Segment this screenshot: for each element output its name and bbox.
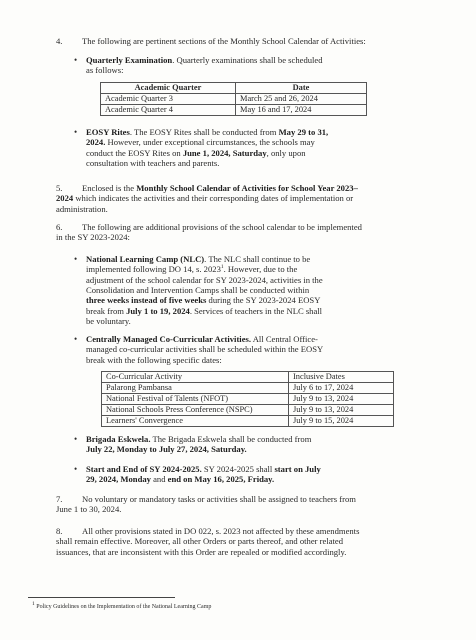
- table-row: National Schools Press Conference (NSPC) July 9 to 13, 2024: [102, 405, 394, 416]
- footnote: $^1$ Policy Guidelines on the Implementation of the National Learning Camp: [32, 601, 212, 610]
- table-header-row: Co-Curricular Activity Inclusive Dates: [102, 372, 394, 383]
- bullet-icon: •: [74, 434, 78, 444]
- bullet-start-end-sy: • Start and End of SY 2024-2025. SY 2024-2025 shall start on July 29, 2024, Monday and end on May 16, 2025, Friday.: [74, 464, 321, 485]
- paragraph-number: 4.: [56, 36, 63, 46]
- bullet-national-learning-camp: • National Learning Camp (NLC). The NLC shall continue to be implemented following DO 14, s. 2023$^1$. However, due to the adjustment of the school calendar for SY 2023-2024, activities in the Consolidation and Intervention Camps shall be conducted within three weeks instead of five weeks during the SY 2023-2024 EOSY break from July 1 to 19, 2024. Services of teachers in the NLC shall be voluntary.: [74, 254, 323, 326]
- table-row: Academic Quarter 3 March 25 and 26, 2024: [101, 94, 367, 105]
- paragraph-8: 8. All other provisions stated in DO 022, s. 2023 not affected by these amendments shall remain effective. Moreover, all other Orders or parts thereof, and other related issuances, that are inconsistent with this Order are repealed or modified accordingly.: [56, 526, 360, 557]
- bullet-quarterly-examination: • Quarterly Examination. Quarterly examinations shall be scheduled as follows:: [74, 55, 323, 76]
- table-row: Learners' Convergence July 9 to 15, 2024: [102, 416, 394, 427]
- bullet-co-curricular-activities: • Centrally Managed Co-Curricular Activities. All Central Office- managed co-curricular activities shall be scheduled within the EOSY break with the following specific dates:: [74, 334, 324, 365]
- footnote-divider: [28, 597, 175, 598]
- bullet-eosy-rites: • EOSY Rites. The EOSY Rites shall be conducted from May 29 to 31, 2024. However, under exceptional circumstances, the schools may conduct the EOSY Rites on June 1, 2024, Saturday, only upon consultation with teachers and parents.: [74, 127, 329, 168]
- bullet-icon: •: [74, 254, 78, 264]
- quarterly-exam-table: [100, 82, 367, 116]
- bullet-brigada-eskwela: • Brigada Eskwela. The Brigada Eskwela shall be conducted from July 22, Monday to July 27, 2024, Saturday.: [74, 434, 312, 455]
- table-row: Palarong Pambansa July 6 to 17, 2024: [102, 383, 394, 394]
- paragraph-7: 7. No voluntary or mandatory tasks or activities shall be assigned to teachers from June 1 to 30, 2024.: [56, 494, 356, 515]
- table-row: National Festival of Talents (NFOT) July 9 to 13, 2024: [102, 394, 394, 405]
- table-row: Academic Quarter 4 May 16 and 17, 2024: [101, 105, 367, 116]
- table-header-row: Academic Quarter Date: [101, 83, 367, 94]
- co-curricular-table: [101, 371, 394, 427]
- bullet-icon: •: [74, 55, 78, 65]
- bullet-icon: •: [74, 334, 78, 344]
- paragraph-4: 4. The following are pertinent sections of the Monthly School Calendar of Activities:: [56, 36, 366, 46]
- bullet-icon: •: [74, 127, 78, 137]
- paragraph-5: 5. Enclosed is the Monthly School Calendar of Activities for School Year 2023– 2024 which indicates the activities and their corresponding dates of implementation or administration.: [56, 183, 358, 214]
- paragraph-6: 6. The following are additional provisions of the school calendar to be implemented in the SY 2023-2024:: [56, 222, 362, 243]
- bullet-icon: •: [74, 464, 78, 474]
